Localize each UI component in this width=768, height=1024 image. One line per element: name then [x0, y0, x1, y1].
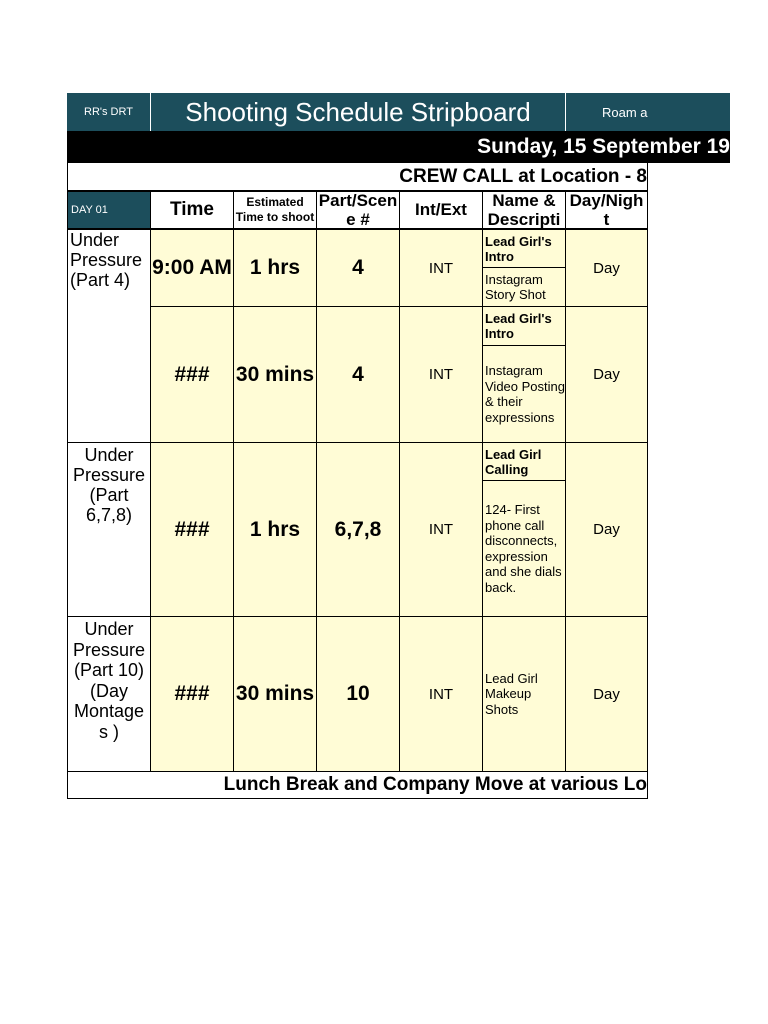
row-2-description: Instagram Video Posting & their expressions — [482, 345, 566, 443]
row-1-scene-name: Lead Girl's Intro — [482, 229, 566, 268]
row-4-duration: 30 mins — [233, 616, 317, 772]
column-header-int-ext: Int/Ext — [399, 191, 483, 229]
row-3-description: 124- First phone call disconnects, expression and she dials back. — [482, 480, 566, 617]
group-cell-part-6-7-8: Under Pressure (Part 6,7,8) — [67, 442, 151, 617]
row-1-time: 9:00 AM — [150, 229, 234, 307]
row-3-time: ### — [150, 442, 234, 617]
row-2-day-night: Day — [565, 306, 648, 443]
row-1-int-ext: INT — [399, 229, 483, 307]
row-1-duration: 1 hrs — [233, 229, 317, 307]
row-2-scene-name: Lead Girl's Intro — [482, 306, 566, 346]
row-4-scene: 10 — [316, 616, 400, 772]
column-header-estimated: Estimated Time to shoot — [233, 191, 317, 229]
row-3-duration: 1 hrs — [233, 442, 317, 617]
row-4-description: Lead Girl Makeup Shots — [482, 616, 566, 772]
row-1-scene: 4 — [316, 229, 400, 307]
column-header-time: Time — [150, 191, 234, 229]
lunch-break-line: Lunch Break and Company Move at various Lo — [67, 771, 648, 799]
row-2-time: ### — [150, 306, 234, 443]
header-right-label: Roam a — [565, 93, 730, 131]
date-bar: Sunday, 15 September 19 — [67, 131, 730, 163]
page-title: Shooting Schedule Stripboard — [151, 93, 565, 131]
row-2-scene: 4 — [316, 306, 400, 443]
group-cell-part-10: Under Pressure (Part 10) (Day Montage s ) — [67, 616, 151, 772]
row-4-day-night: Day — [565, 616, 648, 772]
row-3-scene-name: Lead Girl Calling — [482, 442, 566, 481]
row-2-duration: 30 mins — [233, 306, 317, 443]
column-header-day: DAY 01 — [67, 191, 151, 229]
row-1-day-night: Day — [565, 229, 648, 307]
crew-call-line: CREW CALL at Location - 8 — [67, 163, 648, 191]
row-1-description: Instagram Story Shot — [482, 267, 566, 307]
row-3-scene: 6,7,8 — [316, 442, 400, 617]
column-header-name-description: Name & Descripti — [482, 191, 566, 229]
row-3-day-night: Day — [565, 442, 648, 617]
row-4-int-ext: INT — [399, 616, 483, 772]
group-cell-part-4: Under Pressure (Part 4) — [67, 229, 151, 443]
row-4-time: ### — [150, 616, 234, 772]
column-header-day-night: Day/Nigh t — [565, 191, 648, 229]
row-2-int-ext: INT — [399, 306, 483, 443]
column-header-part-scene: Part/Scen e # — [316, 191, 400, 229]
production-code: RR's DRT — [67, 93, 151, 131]
row-3-int-ext: INT — [399, 442, 483, 617]
